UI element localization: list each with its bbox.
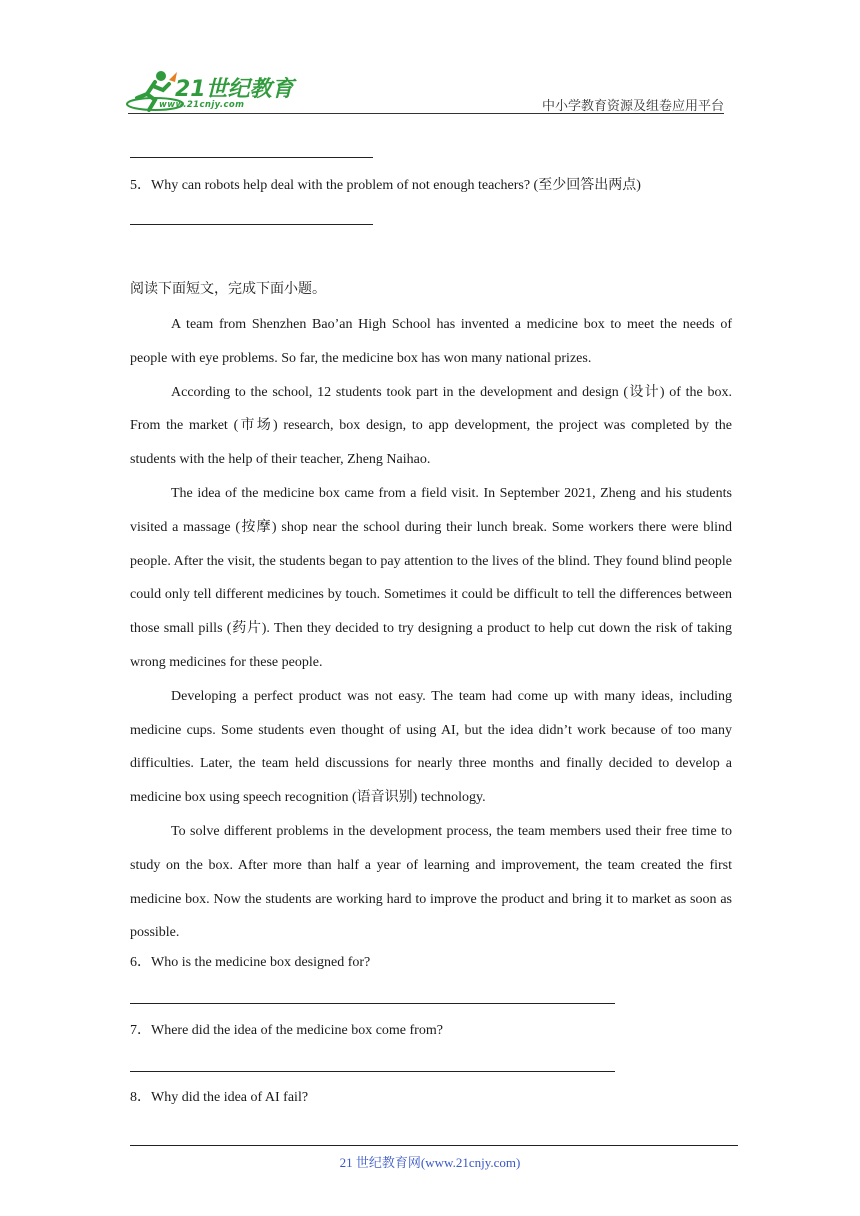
footer-divider (130, 1145, 738, 1146)
passage-paragraph: The idea of the medicine box came from a field visit. In September 2021, Zheng and his students visited a massage (按摩) shop near the school during their lunch break. Some workers there were blind people. After the visit, the students began to pay attention to the lives of the blind. They found blind people could only tell different medicines by touch. Sometimes it could be difficult to tell the differences between those small pills (药片). Then they decided to try designing a product to help cut down the risk of taking wrong medicines for these people. (130, 485, 732, 670)
reading-instruction: 阅读下面短文，完成下面小题。 (130, 282, 326, 297)
question-6: 6．Who is the medicine box designed for? (130, 955, 371, 970)
passage-paragraph: A team from Shenzhen Bao’an High School has invented a medicine box to meet the needs of people with eye problems. So far, the medicine box has won many national prizes. (130, 317, 732, 366)
answer-line-7[interactable] (130, 1071, 615, 1072)
passage-paragraph: To solve different problems in the development process, the team members used their free time to study on the box. After more than half a year of learning and improvement, the team created the first medicine box. Now the students are working hard to improve the product and bring it to market as soon as possible. (130, 823, 732, 941)
page-header (0, 0, 860, 120)
question-8: 8．Why did the idea of AI fail? (130, 1090, 309, 1105)
passage-paragraph: According to the school, 12 students took part in the development and design (设计) of the box. From the market (市场) research, box design, to app development, the project was completed by the students with the help of their teacher, Zheng Naihao. (130, 384, 732, 468)
question-5: 5．Why can robots help deal with the problem of not enough teachers? (至少回答出两点) (130, 178, 641, 193)
platform-name: 中小学教育资源及组卷应用平台 (541, 98, 724, 113)
logo-url: www.21cnjy.com (159, 100, 245, 110)
logo-text: 21世纪教育 (175, 77, 294, 102)
answer-line-4[interactable] (130, 157, 373, 158)
passage-paragraph: Developing a perfect product was not easy. The team had come up with many ideas, including medicine cups. Some students even thought of using AI, but the idea didn’t work because of too many difficulties. Later, the team held discussions for nearly three months and finally decided to develop a medicine box using speech recognition (语音识别) technology. (130, 688, 732, 806)
answer-line-5[interactable] (130, 224, 373, 225)
header-divider (128, 113, 724, 114)
site-logo[interactable] (125, 68, 295, 116)
question-7: 7．Where did the idea of the medicine box come from? (130, 1023, 443, 1038)
footer-link[interactable]: 21 世纪教育网(www.21cnjy.com) (339, 1155, 521, 1170)
answer-line-6[interactable] (130, 1003, 615, 1004)
reading-passage (130, 308, 732, 950)
